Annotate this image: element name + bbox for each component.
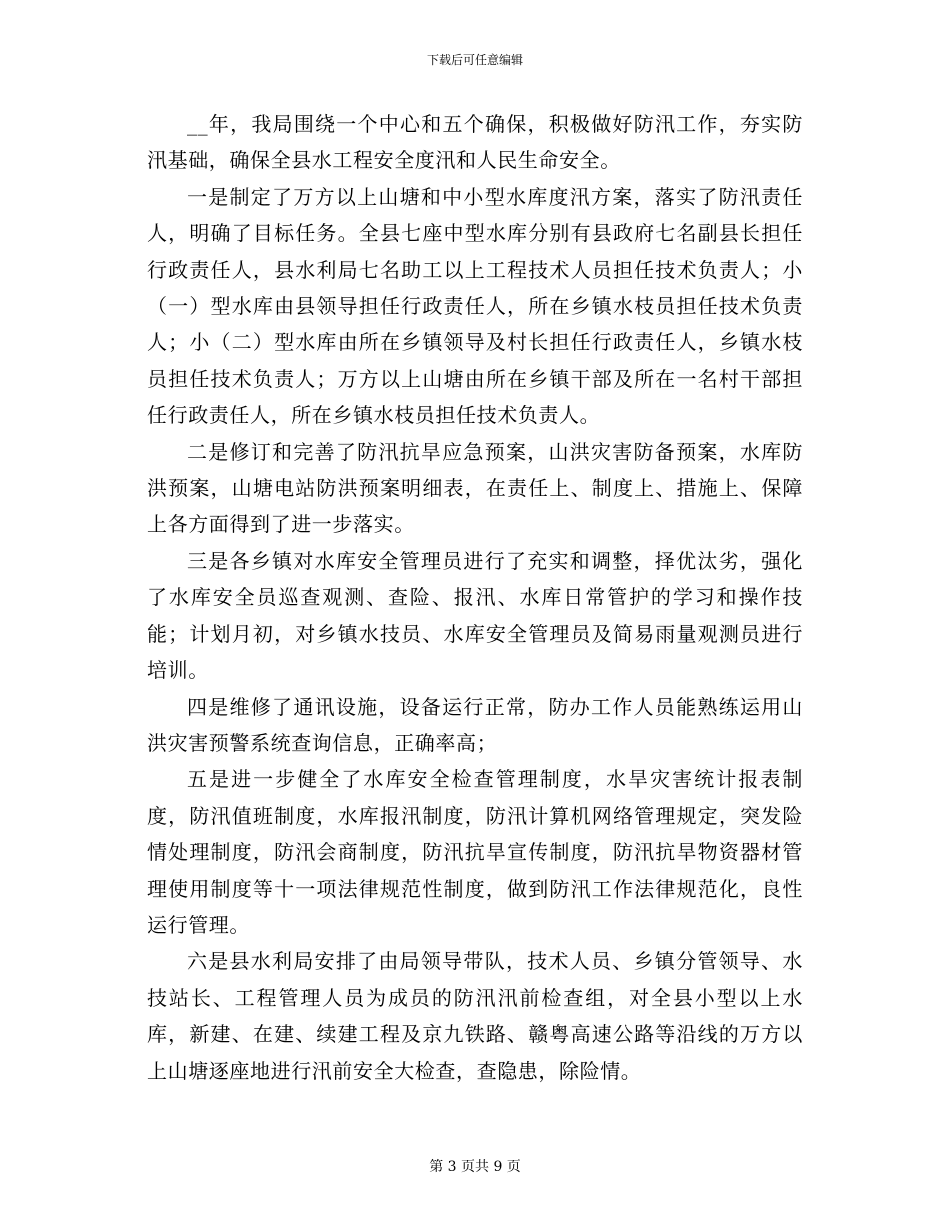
paragraph-point-6: 六是县水利局安排了由局领导带队，技术人员、乡镇分管领导、水技站长、工程管理人员为成员的防汛汛前检查组，对全县小型以上水库，新建、在建、续建工程及京九铁路、赣粤高速公路等沿线的万方以上山塘逐座地进行汛前安全大检查，查隐患，除险情。 — [147, 949, 803, 1083]
paragraph-point-2: 二是修订和完善了防汛抗旱应急预案，山洪灾害防备预案，水库防洪预案，山塘电站防洪预案明细表，在责任上、制度上、措施上、保障上各方面得到了进一步落实。 — [147, 439, 803, 537]
paragraph-point-1: 一是制定了万方以上山塘和中小型水库度汛方案，落实了防汛责任人，明确了目标任务。全县七座中型水库分别有县政府七名副县长担任行政责任人，县水利局七名助工以上工程技术人员担任技术负责人；小（一）型水库由县领导担任行政责任人，所在乡镇水枝员担任技术负责人；小（二）型水库由所在乡镇领导及村长担任行政责任人，乡镇水枝员担任技术负责人；万方以上山塘由所在乡镇干部及所在一名村干部担任行政责任人，所在乡镇水枝员担任技术负责人。 — [147, 184, 803, 428]
paragraph-intro: __年，我局围绕一个中心和五个确保，积极做好防汛工作，夯实防汛基础，确保全县水工程安全度汛和人民生命安全。 — [147, 112, 803, 173]
paragraph-point-4: 四是维修了通讯设施，设备运行正常，防办工作人员能熟练运用山洪灾害预警系统查询信息，正确率高； — [147, 694, 803, 755]
page-footer: 第 3 页共 9 页 — [429, 1159, 521, 1175]
page-header: 下载后可任意编辑 — [426, 53, 523, 67]
paragraph-point-3: 三是各乡镇对水库安全管理员进行了充实和调整，择优汰劣，强化了水库安全员巡查观测、查险、报汛、水库日常管护的学习和操作技能；计划月初，对乡镇水技员、水库安全管理员及简易雨量观测员进行培训。 — [147, 548, 803, 683]
paragraph-point-5: 五是进一步健全了水库安全检查管理制度，水旱灾害统计报表制度，防汛值班制度，水库报汛制度，防汛计算机网络管理规定，突发险情处理制度，防汛会商制度，防汛抗旱宣传制度，防汛抗旱物资器材管理使用制度等十一项法律规范性制度，做到防汛工作法律规范化，良性运行管理。 — [147, 767, 803, 937]
document-body — [147, 106, 803, 1089]
